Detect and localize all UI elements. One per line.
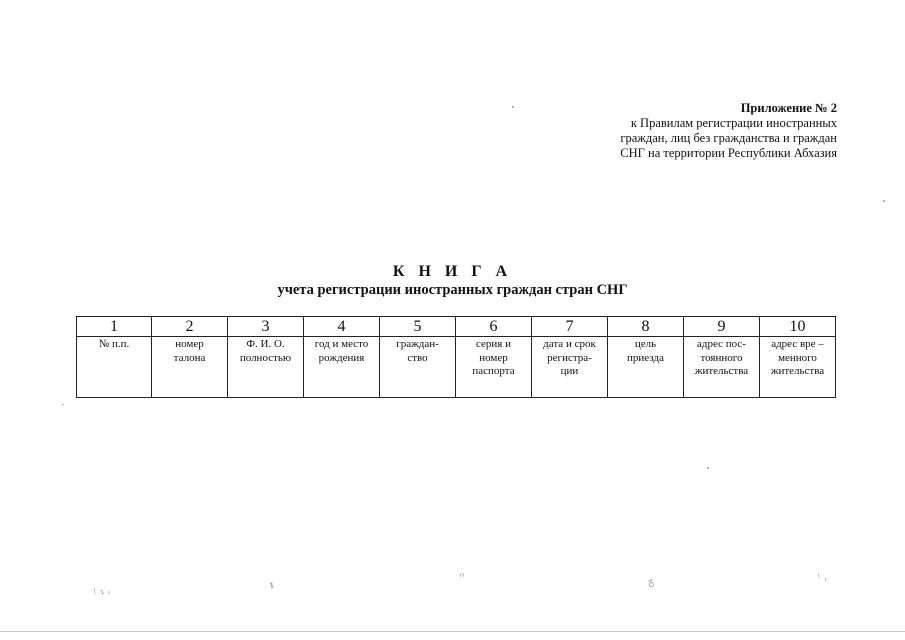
scan-speck: [707, 467, 709, 469]
scan-smudge: ᶴ ₁ ,: [93, 584, 112, 599]
registration-table: [76, 316, 836, 398]
header-line: тоянного: [700, 351, 743, 364]
header-line: жительства: [770, 365, 825, 377]
column-number: 7: [532, 317, 608, 337]
header-line: адрес вре –: [771, 338, 824, 350]
column-header: [77, 337, 152, 398]
scan-edge: [0, 631, 905, 632]
column-header: [760, 337, 836, 398]
header-line: ство: [407, 351, 428, 364]
header-line: граждан-: [396, 338, 439, 350]
header-line: приезда: [627, 351, 664, 364]
header-line: номер: [479, 351, 508, 364]
column-number: 8: [608, 317, 684, 337]
column-header-row: [77, 337, 836, 398]
scan-smudge: ᴴ: [458, 571, 466, 584]
header-line: № п.п.: [98, 338, 130, 350]
appendix-note: [620, 101, 837, 161]
appendix-line: к Правилам регистрации иностранных: [630, 116, 837, 130]
column-header: [532, 337, 608, 398]
header-line: серия и: [476, 338, 511, 350]
column-header: [684, 337, 760, 398]
column-header: [608, 337, 684, 398]
header-line: регистра-: [547, 351, 592, 364]
header-line: цель: [634, 338, 657, 350]
header-line: талона: [173, 351, 206, 364]
appendix-line: граждан, лиц без гражданства и граждан: [620, 131, 837, 145]
header-line: номер: [175, 338, 204, 350]
column-header: [380, 337, 456, 398]
appendix-title: Приложение № 2: [740, 101, 837, 115]
column-number: 3: [228, 317, 304, 337]
column-number-row: [77, 317, 836, 337]
header-line: жительства: [694, 365, 749, 377]
column-number: 1: [77, 317, 152, 337]
header-line: дата и срок: [543, 338, 596, 350]
column-number: 2: [152, 317, 228, 337]
header-line: рождения: [318, 351, 365, 364]
header-line: полностью: [239, 351, 292, 364]
scan-smudge: ᵹ: [646, 576, 655, 589]
header-line: Ф. И. О.: [246, 338, 285, 350]
scan-smudge: ᶦ ,: [816, 571, 829, 584]
header-line: адрес пос-: [697, 338, 746, 350]
scan-speck: [62, 404, 64, 405]
column-header: [456, 337, 532, 398]
appendix-line: СНГ на территории Республики Абхазия: [620, 146, 837, 160]
scan-smudge: ᵻ: [268, 579, 275, 592]
column-number: 6: [456, 317, 532, 337]
column-number: 5: [380, 317, 456, 337]
scan-speck: [883, 200, 885, 202]
book-title: К Н И Г А: [392, 263, 513, 280]
column-header: [228, 337, 304, 398]
column-header: [152, 337, 228, 398]
book-subtitle: учета регистрации иностранных граждан стран СНГ: [277, 282, 628, 298]
header-line: ции: [560, 365, 579, 377]
header-line: паспорта: [472, 365, 515, 377]
header-line: год и место: [314, 338, 369, 350]
column-number: 9: [684, 317, 760, 337]
column-number: 4: [304, 317, 380, 337]
column-header: [304, 337, 380, 398]
scan-speck: [512, 106, 514, 108]
header-line: менного: [778, 351, 817, 364]
column-number: 10: [760, 317, 836, 337]
